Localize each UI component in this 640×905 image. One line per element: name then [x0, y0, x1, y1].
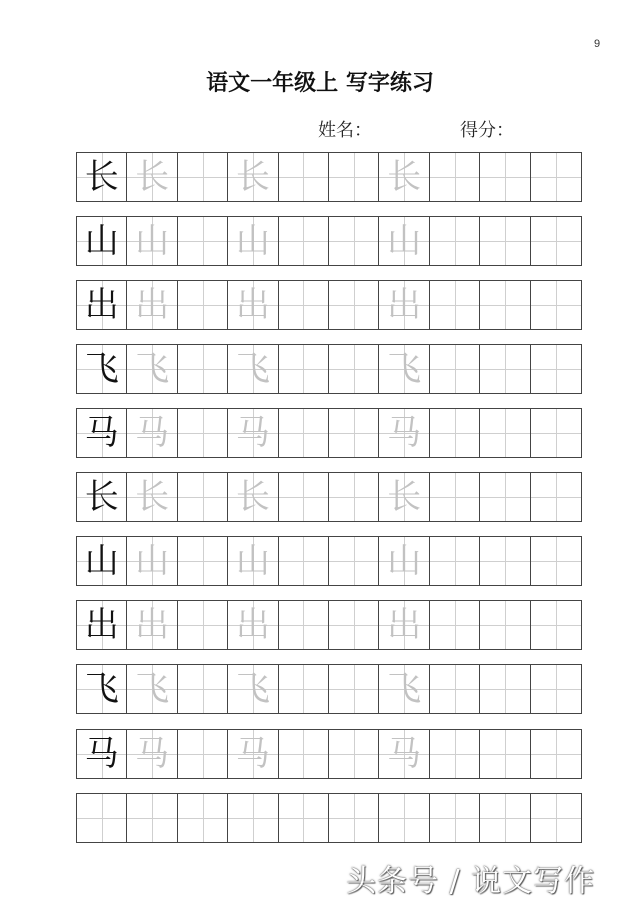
- writing-cell[interactable]: [228, 281, 278, 329]
- writing-cell[interactable]: [379, 601, 429, 649]
- writing-cell[interactable]: [127, 665, 177, 713]
- writing-cell[interactable]: [279, 794, 329, 842]
- writing-cell[interactable]: [480, 537, 530, 585]
- writing-cell[interactable]: [127, 537, 177, 585]
- writing-cell[interactable]: [430, 537, 480, 585]
- trace-character: 出: [387, 605, 422, 645]
- model-cell[interactable]: [77, 153, 127, 201]
- trace-character: 马: [387, 413, 422, 453]
- trace-character: 飞: [135, 349, 170, 389]
- writing-cell[interactable]: [531, 665, 581, 713]
- writing-cell[interactable]: [279, 409, 329, 457]
- writing-cell[interactable]: [480, 794, 530, 842]
- writing-cell[interactable]: [430, 601, 480, 649]
- writing-cell[interactable]: [279, 281, 329, 329]
- writing-cell[interactable]: [127, 473, 177, 521]
- practice-row: [76, 793, 582, 843]
- writing-cell[interactable]: [329, 409, 379, 457]
- model-cell[interactable]: [77, 217, 127, 265]
- practice-row: [76, 280, 582, 330]
- writing-cell[interactable]: [127, 281, 177, 329]
- writing-cell[interactable]: [480, 409, 530, 457]
- writing-cell[interactable]: [279, 665, 329, 713]
- writing-cell[interactable]: [279, 217, 329, 265]
- writing-cell[interactable]: [329, 217, 379, 265]
- writing-cell[interactable]: [228, 601, 278, 649]
- writing-cell[interactable]: [127, 153, 177, 201]
- writing-cell[interactable]: [279, 345, 329, 393]
- writing-cell[interactable]: [430, 281, 480, 329]
- writing-cell[interactable]: [531, 281, 581, 329]
- writing-cell[interactable]: [329, 281, 379, 329]
- writing-cell[interactable]: [430, 665, 480, 713]
- writing-cell[interactable]: [430, 730, 480, 778]
- writing-cell[interactable]: [430, 473, 480, 521]
- name-label: 姓名：: [318, 120, 372, 141]
- writing-cell[interactable]: [228, 409, 278, 457]
- trace-character: 飞: [387, 669, 422, 709]
- writing-cell[interactable]: [480, 601, 530, 649]
- model-character: 飞: [84, 669, 119, 709]
- writing-cell[interactable]: [430, 153, 480, 201]
- trace-character: 出: [135, 285, 170, 325]
- writing-cell[interactable]: [329, 601, 379, 649]
- writing-cell[interactable]: [531, 730, 581, 778]
- writing-cell[interactable]: [178, 601, 228, 649]
- writing-cell[interactable]: [379, 730, 429, 778]
- writing-cell[interactable]: [430, 794, 480, 842]
- writing-cell[interactable]: [379, 409, 429, 457]
- writing-cell[interactable]: [127, 217, 177, 265]
- writing-cell[interactable]: [127, 409, 177, 457]
- writing-cell[interactable]: [228, 794, 278, 842]
- writing-cell[interactable]: [531, 153, 581, 201]
- writing-cell[interactable]: [178, 665, 228, 713]
- writing-cell[interactable]: [279, 537, 329, 585]
- trace-character: 飞: [135, 669, 170, 709]
- writing-cell[interactable]: [379, 345, 429, 393]
- writing-cell[interactable]: [329, 345, 379, 393]
- writing-cell[interactable]: [329, 665, 379, 713]
- writing-cell[interactable]: [531, 794, 581, 842]
- model-cell[interactable]: [77, 601, 127, 649]
- writing-cell[interactable]: [379, 281, 429, 329]
- trace-character: 飞: [235, 349, 270, 389]
- trace-character: 长: [235, 477, 270, 517]
- writing-cell[interactable]: [480, 345, 530, 393]
- trace-character: 出: [135, 605, 170, 645]
- writing-cell[interactable]: [127, 345, 177, 393]
- writing-cell[interactable]: [480, 281, 530, 329]
- writing-cell[interactable]: [329, 730, 379, 778]
- writing-cell[interactable]: [379, 665, 429, 713]
- practice-row: [76, 216, 582, 266]
- model-character: 山: [84, 221, 119, 261]
- model-cell[interactable]: [77, 409, 127, 457]
- trace-character: 马: [135, 734, 170, 774]
- trace-character: 出: [387, 285, 422, 325]
- model-character: 马: [84, 734, 119, 774]
- model-cell[interactable]: [77, 794, 127, 842]
- writing-cell[interactable]: [430, 217, 480, 265]
- practice-row: [76, 344, 582, 394]
- writing-cell[interactable]: [531, 537, 581, 585]
- writing-cell[interactable]: [178, 409, 228, 457]
- model-character: 长: [84, 477, 119, 517]
- score-label: 得分：: [460, 120, 514, 141]
- writing-cell[interactable]: [178, 537, 228, 585]
- writing-cell[interactable]: [178, 730, 228, 778]
- trace-character: 长: [135, 157, 170, 197]
- writing-cell[interactable]: [531, 217, 581, 265]
- trace-character: 马: [387, 734, 422, 774]
- writing-cell[interactable]: [430, 345, 480, 393]
- trace-character: 长: [387, 157, 422, 197]
- trace-character: 长: [135, 477, 170, 517]
- writing-cell[interactable]: [480, 473, 530, 521]
- writing-cell[interactable]: [178, 217, 228, 265]
- trace-character: 马: [135, 413, 170, 453]
- practice-row: [76, 664, 582, 714]
- model-cell[interactable]: [77, 345, 127, 393]
- writing-cell[interactable]: [178, 345, 228, 393]
- trace-character: 山: [387, 221, 422, 261]
- practice-row: [76, 600, 582, 650]
- writing-cell[interactable]: [531, 409, 581, 457]
- writing-cell[interactable]: [480, 665, 530, 713]
- trace-character: 马: [235, 734, 270, 774]
- trace-character: 飞: [387, 349, 422, 389]
- writing-cell[interactable]: [430, 409, 480, 457]
- writing-cell[interactable]: [228, 153, 278, 201]
- model-character: 出: [84, 285, 119, 325]
- writing-cell[interactable]: [228, 537, 278, 585]
- trace-character: 长: [235, 157, 270, 197]
- writing-cell[interactable]: [279, 153, 329, 201]
- writing-cell[interactable]: [531, 473, 581, 521]
- writing-cell[interactable]: [329, 794, 379, 842]
- page-title: 语文一年级上 写字练习: [206, 70, 434, 96]
- practice-row: [76, 152, 582, 202]
- practice-row: [76, 729, 582, 779]
- model-character: 出: [84, 605, 119, 645]
- writing-cell[interactable]: [279, 730, 329, 778]
- practice-row: [76, 408, 582, 458]
- writing-cell[interactable]: [228, 345, 278, 393]
- writing-cell[interactable]: [178, 153, 228, 201]
- model-cell[interactable]: [77, 665, 127, 713]
- writing-cell[interactable]: [379, 537, 429, 585]
- writing-cell[interactable]: [228, 473, 278, 521]
- writing-cell[interactable]: [228, 730, 278, 778]
- trace-character: 山: [135, 541, 170, 581]
- writing-cell[interactable]: [329, 153, 379, 201]
- model-cell[interactable]: [77, 537, 127, 585]
- trace-character: 出: [235, 285, 270, 325]
- practice-row: [76, 536, 582, 586]
- writing-cell[interactable]: [279, 473, 329, 521]
- writing-cell[interactable]: [531, 345, 581, 393]
- watermark: 头条号 / 说文写作: [346, 864, 596, 899]
- writing-cell[interactable]: [379, 794, 429, 842]
- writing-cell[interactable]: [178, 794, 228, 842]
- trace-character: 马: [235, 413, 270, 453]
- model-character: 飞: [84, 349, 119, 389]
- model-character: 马: [84, 413, 119, 453]
- practice-row: [76, 472, 582, 522]
- trace-character: 山: [135, 221, 170, 261]
- writing-cell[interactable]: [178, 281, 228, 329]
- writing-cell[interactable]: [279, 601, 329, 649]
- model-character: 长: [84, 157, 119, 197]
- writing-cell[interactable]: [127, 601, 177, 649]
- writing-cell[interactable]: [480, 217, 530, 265]
- writing-cell[interactable]: [178, 473, 228, 521]
- model-cell[interactable]: [77, 281, 127, 329]
- trace-character: 出: [235, 605, 270, 645]
- writing-cell[interactable]: [379, 153, 429, 201]
- page-number: 9: [594, 38, 601, 50]
- writing-cell[interactable]: [127, 730, 177, 778]
- trace-character: 山: [235, 221, 270, 261]
- writing-cell[interactable]: [228, 217, 278, 265]
- writing-cell[interactable]: [531, 601, 581, 649]
- writing-cell[interactable]: [329, 537, 379, 585]
- model-character: 山: [84, 541, 119, 581]
- writing-cell[interactable]: [228, 665, 278, 713]
- trace-character: 山: [387, 541, 422, 581]
- trace-character: 飞: [235, 669, 270, 709]
- writing-cell[interactable]: [379, 473, 429, 521]
- writing-cell[interactable]: [127, 794, 177, 842]
- writing-cell[interactable]: [379, 217, 429, 265]
- writing-cell[interactable]: [480, 730, 530, 778]
- trace-character: 山: [235, 541, 270, 581]
- writing-cell[interactable]: [480, 153, 530, 201]
- writing-cell[interactable]: [329, 473, 379, 521]
- model-cell[interactable]: [77, 473, 127, 521]
- model-cell[interactable]: [77, 730, 127, 778]
- trace-character: 长: [387, 477, 422, 517]
